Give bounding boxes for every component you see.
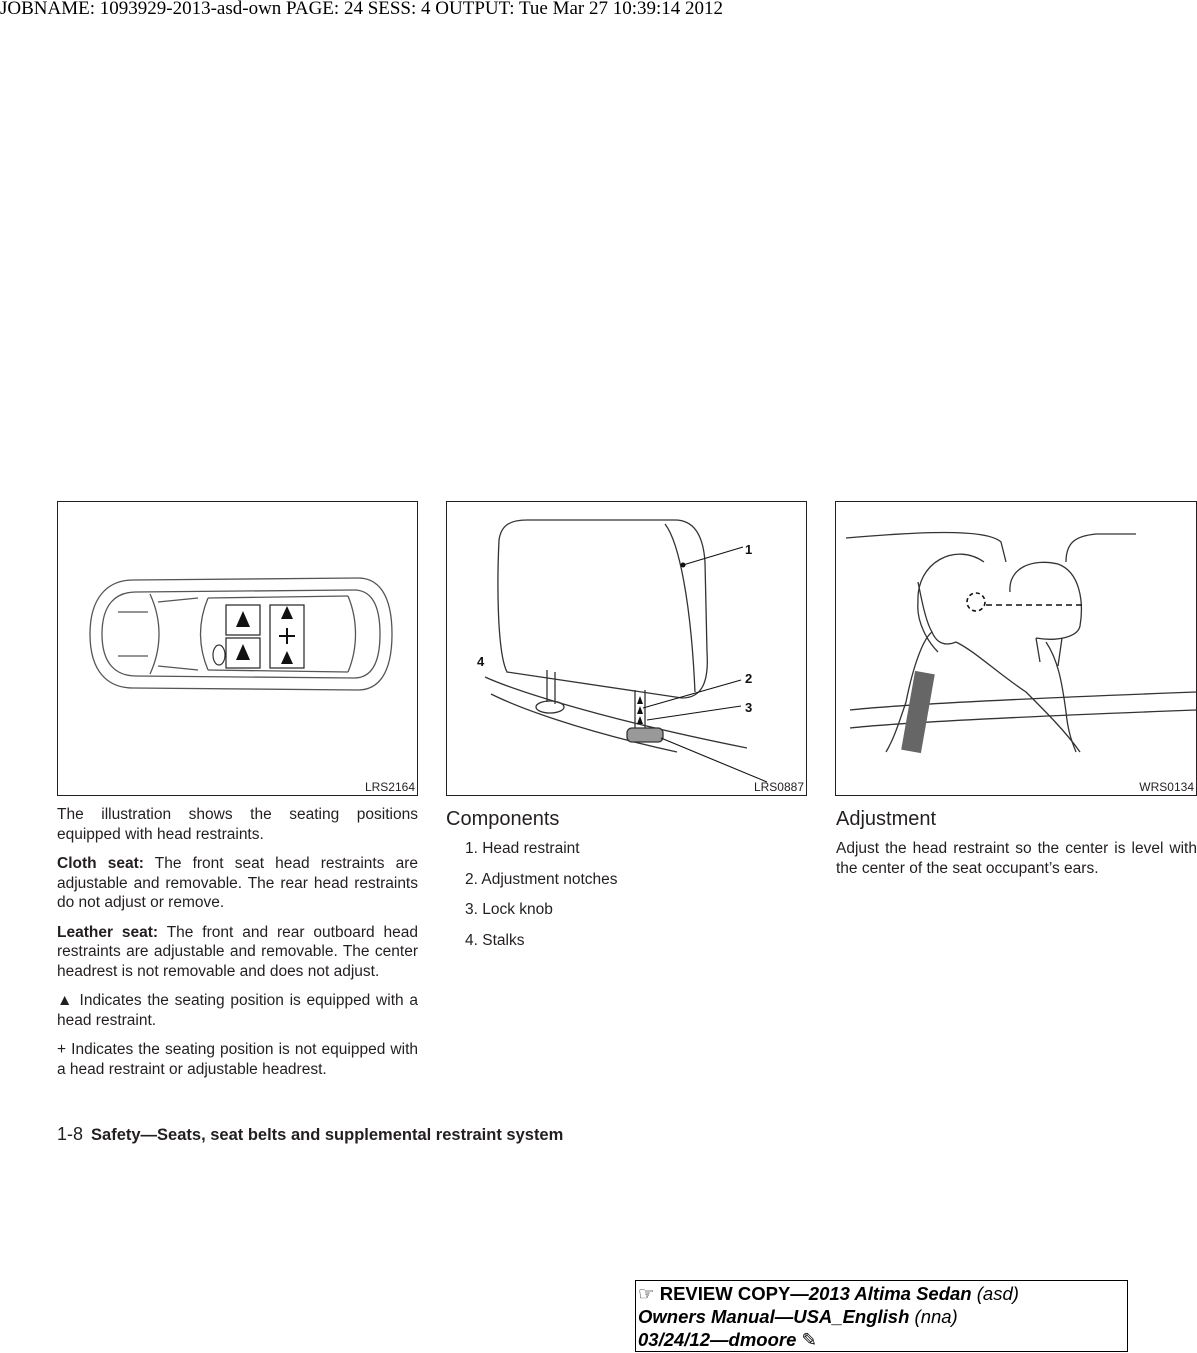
adjustment-paragraph: Adjust the head restraint so the center is level with the center of the seat occupant’s ears.: [836, 840, 1197, 877]
callout-3: 3: [745, 700, 753, 715]
leather-seat-text: The front and rear outboard head restraints are adjustable and removable. The center headrest is not removable and does not adjust.: [57, 923, 418, 980]
callout-4: 4: [477, 654, 485, 669]
intro-paragraph: The illustration shows the seating positions equipped with head restraints.: [57, 806, 418, 843]
job-header: JOBNAME: 1093929-2013-asd-own PAGE: 24 SESS: 4 OUTPUT: Tue Mar 27 10:39:14 2012: [0, 0, 724, 19]
leather-seat-label: Leather seat:: [57, 923, 159, 941]
triangle-legend: [57, 991, 418, 1030]
list-item: 2. Adjustment notches: [465, 870, 618, 888]
figure-code: WRS0134: [1139, 780, 1194, 794]
triangle-icon: ▲: [57, 992, 74, 1009]
review-label: REVIEW COPY—: [654, 1283, 809, 1304]
seated-occupant-illustration: [836, 502, 1196, 795]
end-mark-icon: ✎: [801, 1329, 818, 1350]
pointing-hand-icon: ☞: [638, 1283, 655, 1304]
triangle-legend-text: Indicates the seating position is equipped with a head restraint.: [57, 992, 419, 1029]
adjustment-heading: Adjustment: [836, 808, 937, 830]
page-number: 1-8: [57, 1124, 84, 1144]
review-copy-box: [635, 1280, 1128, 1352]
callout-2: 2: [745, 671, 753, 686]
model-name: 2013 Altima Sedan: [808, 1283, 972, 1304]
figure-adjustment: [835, 501, 1197, 796]
car-top-view-illustration: [58, 502, 417, 795]
review-line-3: [638, 1328, 1127, 1351]
section-title: Safety—Seats, seat belts and supplemental restraint system: [91, 1126, 564, 1144]
head-restraint-illustration: [447, 502, 806, 795]
list-item: 1. Head restraint: [465, 840, 580, 857]
components-column: [446, 801, 807, 961]
cloth-seat-label: Cloth seat:: [57, 855, 144, 872]
components-list: [446, 839, 807, 950]
cloth-seat-text: The front seat head restraints are adjustable and removable. The rear head restraints do not adjust or remove.: [57, 855, 418, 911]
leather-seat-paragraph: [57, 923, 418, 982]
figure-seating-positions: [57, 501, 418, 796]
callout-1: 1: [745, 542, 753, 557]
list-item: 3. Lock knob: [465, 901, 553, 918]
manual-code: (nna): [909, 1306, 958, 1327]
review-line-1: [638, 1282, 1127, 1305]
components-heading: Components: [446, 808, 560, 830]
adjustment-column: [836, 801, 1197, 888]
cloth-seat-paragraph: [57, 854, 418, 913]
figure-code: LRS0887: [753, 780, 804, 794]
list-item: 4. Stalks: [465, 931, 525, 949]
review-line-2: [638, 1305, 1127, 1328]
model-code: (asd): [971, 1283, 1019, 1304]
figure-head-restraint-components: [446, 501, 807, 796]
left-column: [57, 805, 418, 1089]
review-date: 03/24/12—dmoore: [638, 1329, 797, 1350]
page-footer: [57, 1124, 563, 1145]
plus-legend: + Indicates the seating position is not equipped with a head restraint or adjustable headrest.: [57, 1041, 418, 1078]
figure-code: LRS2164: [364, 780, 415, 794]
manual-name: Owners Manual—USA_English: [638, 1306, 910, 1327]
